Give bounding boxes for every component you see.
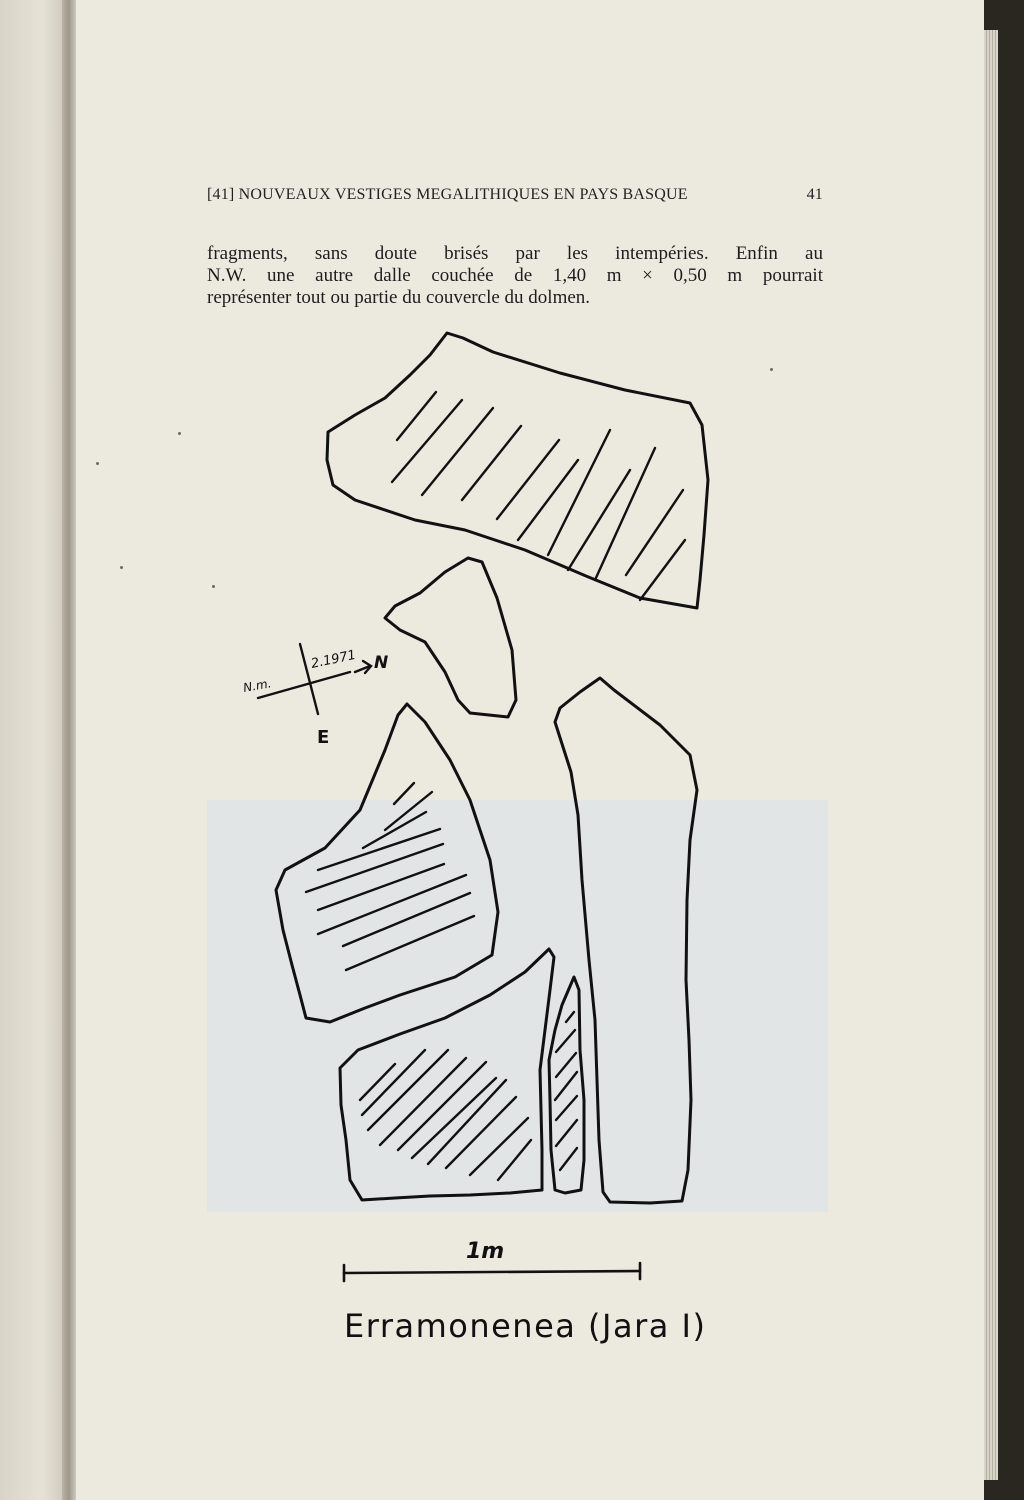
slab-small-upper (385, 558, 516, 717)
body-line: représenter tout ou partie du couvercle du dolmen. (207, 287, 591, 308)
body-line: fragments, sans doute brisés par les intempéries. Enfin au (207, 243, 823, 264)
running-head-title: [41] NOUVEAUX VESTIGES MEGALITHIQUES EN PAYS BASQUE (207, 186, 688, 203)
hatching (306, 392, 685, 1180)
slab-right-tall (555, 678, 697, 1203)
page-number: 41 (806, 186, 823, 203)
slab-capstone (327, 333, 708, 608)
compass-date: 2.1971 (309, 647, 358, 672)
scale-bar (344, 1263, 640, 1281)
compass-east-label: E (317, 727, 330, 748)
figure-caption: Erramonenea (Jara I) (344, 1307, 707, 1345)
scale-label: 1m (466, 1239, 505, 1264)
compass-north-label: N (374, 653, 389, 673)
slab-bottom-left (340, 949, 554, 1200)
compass-nm-label: N.m. (242, 676, 273, 695)
body-line: N.W. une autre dalle couchée de 1,40 m × 0,50 m pourrait (207, 265, 823, 286)
